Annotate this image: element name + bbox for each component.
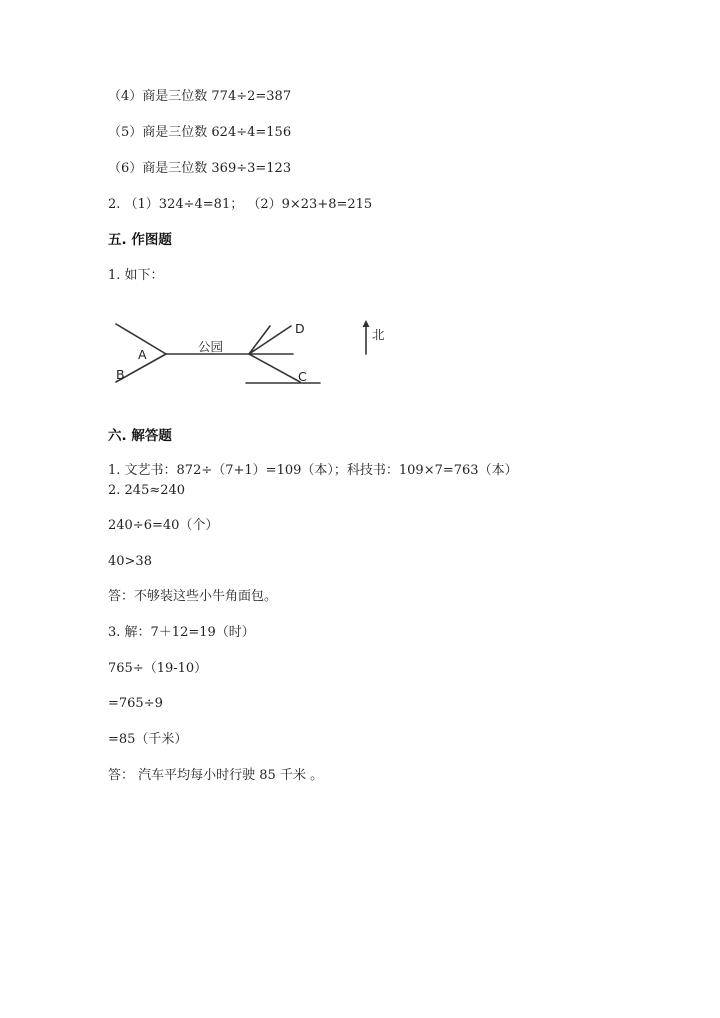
- solution-q2-compare: 40>38: [108, 554, 152, 569]
- solution-q1: 1. 文艺书：872÷（7+1）=109（本）；科技书：109×7=763（本）: [108, 463, 518, 478]
- direction-diagram: [108, 312, 408, 396]
- ray-c: [249, 354, 300, 382]
- answer-line-4-6-a: （4）商是三位数 774÷2=387: [108, 89, 292, 104]
- solution-q3-result: =85（千米）: [108, 732, 188, 747]
- label-c: C: [298, 369, 307, 384]
- solution-q3-answer: 答： 汽车平均每小时行驶 85 千米 。: [108, 768, 324, 783]
- ray-d-left: [249, 326, 270, 354]
- answer-line-q2: 2. （1）324÷4=81； （2）9×23+8=215: [108, 197, 373, 212]
- solution-q2-estimate: 2. 245≈240: [108, 483, 186, 498]
- drawing-intro: 1. 如下：: [108, 268, 164, 283]
- label-north: 北: [372, 327, 385, 342]
- solution-q3-hours: 3. 解：7＋12=19（时）: [108, 625, 255, 640]
- section-heading-solutions: 六. 解答题: [108, 428, 172, 444]
- label-b: B: [116, 367, 125, 382]
- label-park: 公园: [198, 339, 224, 354]
- answer-line-4-6-c: （6）商是三位数 369÷3=123: [108, 161, 292, 176]
- label-a: A: [138, 347, 147, 362]
- answer-line-4-6-b: （5）商是三位数 624÷4=156: [108, 125, 292, 140]
- ray-d: [249, 326, 291, 354]
- solution-q2-answer: 答：不够装这些小牛角面包。: [108, 589, 278, 604]
- solution-q2-division: 240÷6=40（个）: [108, 518, 219, 533]
- solution-q3-step2: =765÷9: [108, 696, 163, 711]
- label-d: D: [295, 321, 305, 336]
- section-heading-drawing: 五. 作图题: [108, 232, 172, 248]
- north-arrow-head: [363, 320, 370, 327]
- solution-q3-step1: 765÷（19-10）: [108, 661, 208, 676]
